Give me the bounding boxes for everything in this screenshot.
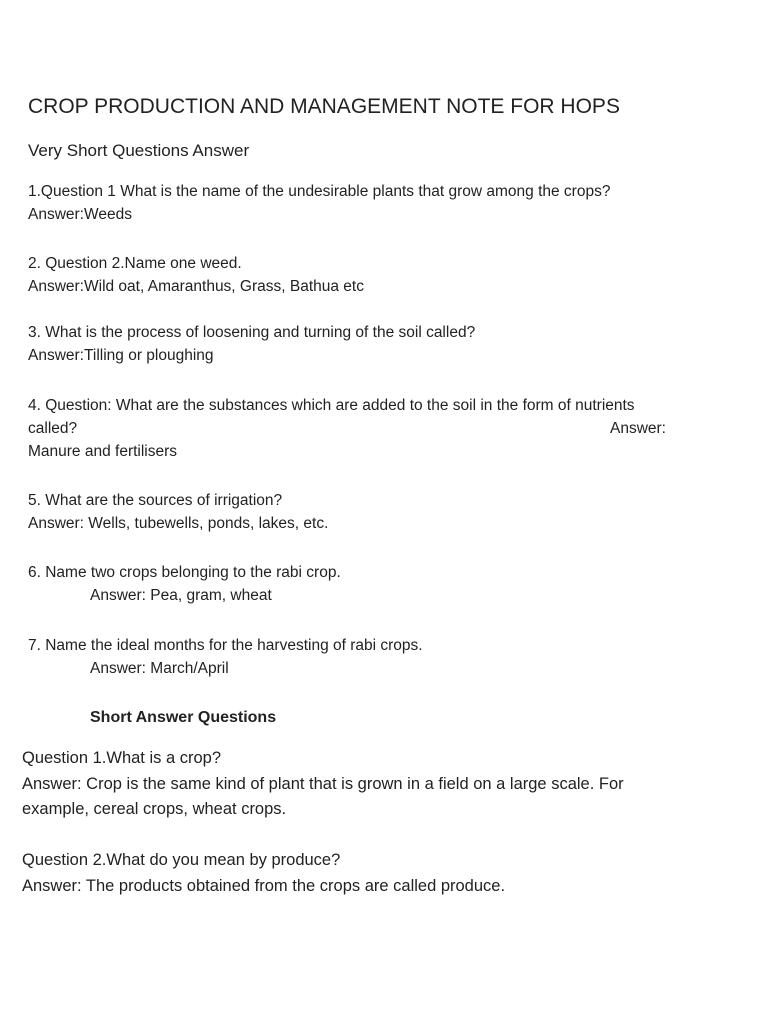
answer-text: Answer:Weeds <box>28 206 132 223</box>
answer-text: Answer:Tilling or ploughing <box>28 347 214 364</box>
answer-text: Answer:Wild oat, Amaranthus, Grass, Bathua etc <box>28 278 364 295</box>
question-text: 5. What are the sources of irrigation? <box>28 492 283 509</box>
qa-item-5 <box>28 489 668 535</box>
answer-text-line1: Answer: The products obtained from the crops are called produce. <box>22 876 506 895</box>
question-text: Question 2.What do you mean by produce? <box>22 851 341 869</box>
answer-text: Answer: Pea, gram, wheat <box>90 587 272 604</box>
question-text: 7. Name the ideal months for the harvesting of rabi crops. <box>28 637 423 654</box>
section-heading: Short Answer Questions <box>90 709 277 726</box>
page-title: CROP PRODUCTION AND MANAGEMENT NOTE FOR HOPS <box>28 95 620 118</box>
short-qa-item-2 <box>22 848 702 899</box>
qa-item-7 <box>28 634 668 680</box>
qa-item-1 <box>28 180 668 226</box>
qa-item-4 <box>28 394 668 463</box>
question-wrap-line <box>28 417 666 440</box>
answer-text: Answer: Wells, tubewells, ponds, lakes, etc. <box>28 515 329 532</box>
answer-text: Answer: March/April <box>90 660 229 677</box>
question-text: 6. Name two crops belonging to the rabi crop. <box>28 564 341 581</box>
short-qa-item-1 <box>22 746 702 823</box>
answer-text-line2: example, cereal crops, wheat crops. <box>22 800 287 818</box>
answer-text-line1: Answer: Crop is the same kind of plant that is grown in a field on a large scale. For <box>22 774 624 793</box>
question-text: 3. What is the process of loosening and turning of the soil called? <box>28 324 476 341</box>
question-text-line1: 4. Question: What are the substances which are added to the soil in the form of nutrients <box>28 397 635 414</box>
answer-text: Manure and fertilisers <box>28 443 178 460</box>
section-subtitle: Very Short Questions Answer <box>28 141 250 160</box>
question-text-line2: called? <box>28 420 78 437</box>
qa-item-2 <box>28 252 668 298</box>
question-text: 1.Question 1 What is the name of the undesirable plants that grow among the crops? <box>28 183 611 200</box>
question-text: 2. Question 2.Name one weed. <box>28 255 242 272</box>
answer-label: Answer: <box>610 420 666 437</box>
qa-item-3 <box>28 321 668 367</box>
question-text: Question 1.What is a crop? <box>22 749 222 767</box>
qa-item-6 <box>28 561 668 607</box>
